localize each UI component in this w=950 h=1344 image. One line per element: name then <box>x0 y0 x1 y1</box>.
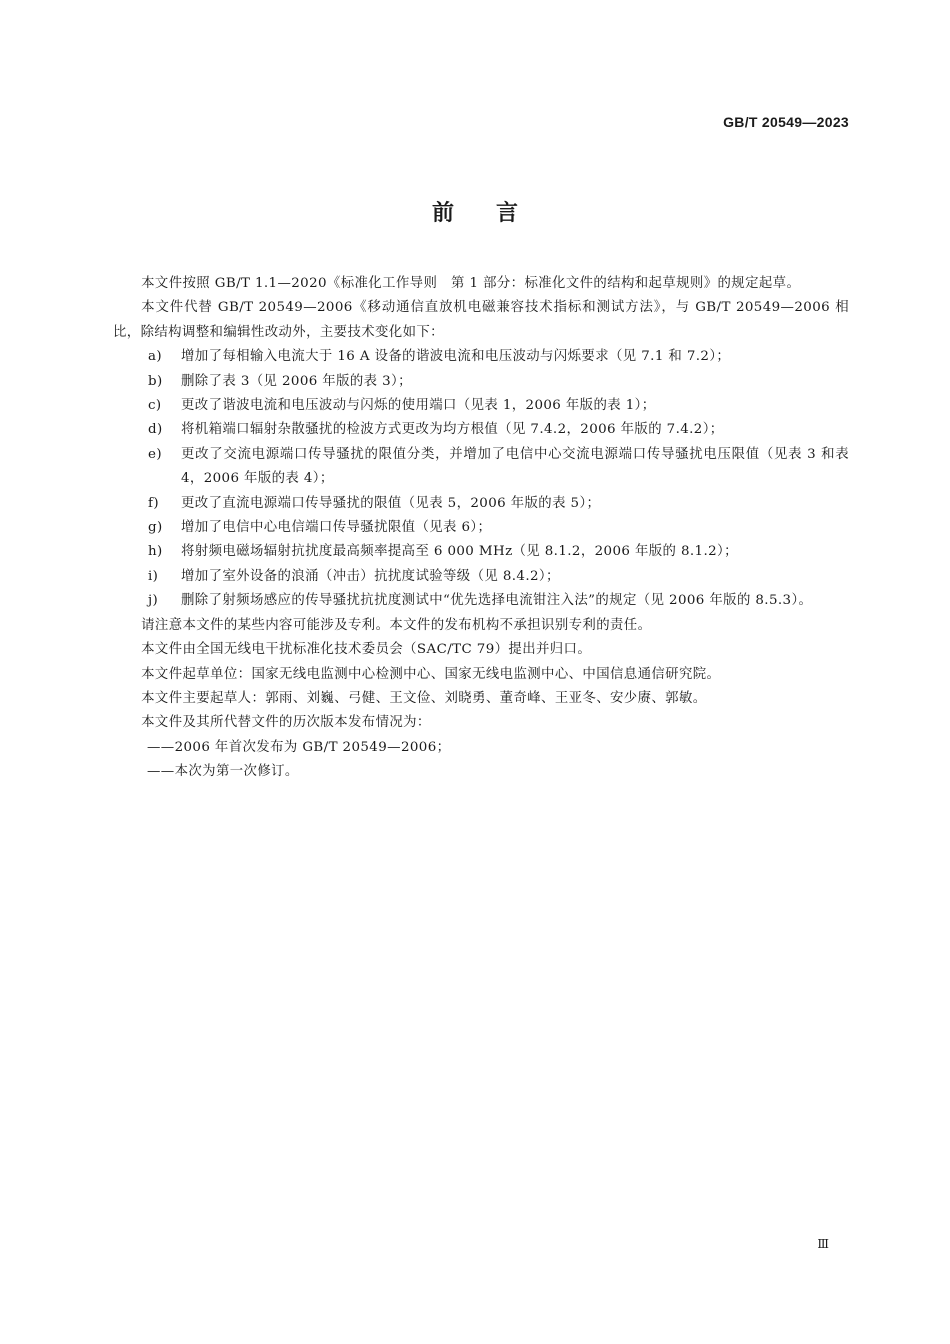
history-item: ——本次为第一次修订。 <box>147 764 299 780</box>
intro-paragraph: 本文件按照 GB/T 1.1—2020《标准化工作导则 第 1 部分：标准化文件的结构和起草规则》的规定起草。 <box>141 276 801 291</box>
history-intro: 本文件及其所代替文件的历次版本发布情况为： <box>141 715 431 731</box>
page-number: Ⅲ <box>817 1237 828 1251</box>
change-item <box>113 516 849 540</box>
change-item <box>113 589 849 613</box>
change-item-label: b) <box>148 373 163 389</box>
standard-code: GB/T 20549—2023 <box>723 114 849 130</box>
change-item-text: 删除了表 3（见 2006 年版的表 3）； <box>181 373 412 389</box>
change-item-text: 增加了每相输入电流大于 16 A 设备的谐波电流和电压波动与闪烁要求（见 7.1 和 7.2）； <box>181 349 731 365</box>
change-item <box>113 370 849 394</box>
patent-notice: 请注意本文件的某些内容可能涉及专利。本文件的发布机构不承担识别专利的责任。 <box>141 617 652 633</box>
proposer-statement: 本文件由全国无线电干扰标准化技术委员会（SAC/TC 79）提出并归口。 <box>141 642 592 658</box>
change-item-label: d) <box>148 422 163 438</box>
change-item <box>113 492 849 516</box>
change-item <box>113 394 849 418</box>
change-item <box>113 540 849 564</box>
intro-paragraph: 本文件代替 GB/T 20549—2006《移动通信直放机电磁兼容技术指标和测试方法》，与 GB/T 20549—2006 相比，除结构调整和编辑性改动外，主要技术变化如下： <box>113 300 849 340</box>
change-item-text: 增加了室外设备的浪涌（冲击）抗扰度试验等级（见 8.4.2）； <box>181 568 560 584</box>
change-item-text: 将机箱端口辐射杂散骚扰的检波方式更改为均方根值（见 7.4.2，2006 年版的 7.4.2）； <box>181 422 724 438</box>
change-item <box>113 565 849 589</box>
change-item-label: c) <box>148 398 162 414</box>
foreword-body <box>113 272 849 785</box>
drafters: 本文件主要起草人：郭雨、刘巍、弓健、王文俭、刘晓勇、董奇峰、王亚冬、安少赓、郭敏。 <box>141 690 707 706</box>
change-item <box>113 418 849 442</box>
change-item-text: 增加了电信中心电信端口传导骚扰限值（见表 6）； <box>181 520 492 536</box>
change-item-label: j) <box>148 593 159 609</box>
change-item-label: e) <box>148 446 162 462</box>
change-item-text: 删除了射频场感应的传导骚扰抗扰度测试中“优先选择电流钳注入法”的规定（见 2006 年版的 8.5.3）。 <box>181 593 813 609</box>
change-item-text: 更改了谐波电流和电压波动与闪烁的使用端口（见表 1，2006 年版的表 1）； <box>181 398 656 414</box>
history-item: ——2006 年首次发布为 GB/T 20549—2006； <box>147 739 451 755</box>
change-item-text: 更改了直流电源端口传导骚扰的限值（见表 5，2006 年版的表 5）； <box>181 495 601 511</box>
change-item-label: f) <box>148 495 159 511</box>
change-item-label: g) <box>148 520 163 536</box>
page-title: 前言 <box>431 201 560 226</box>
change-item <box>113 443 849 492</box>
change-item-label: a) <box>148 349 163 365</box>
change-item-label: i) <box>148 568 159 584</box>
drafting-units: 本文件起草单位：国家无线电监测中心检测中心、国家无线电监测中心、中国信息通信研究院。 <box>141 666 721 682</box>
change-item-text: 将射频电磁场辐射抗扰度最高频率提高至 6 000 MHz（见 8.1.2，2006 年版的 8.1.2）； <box>181 544 738 560</box>
change-item <box>113 345 849 369</box>
change-item-text: 更改了交流电源端口传导骚扰的限值分类，并增加了电信中心交流电源端口传导骚扰电压限值（见表 3 和表 4，2006 年版的表 4）； <box>181 446 849 487</box>
change-item-label: h) <box>148 544 163 560</box>
